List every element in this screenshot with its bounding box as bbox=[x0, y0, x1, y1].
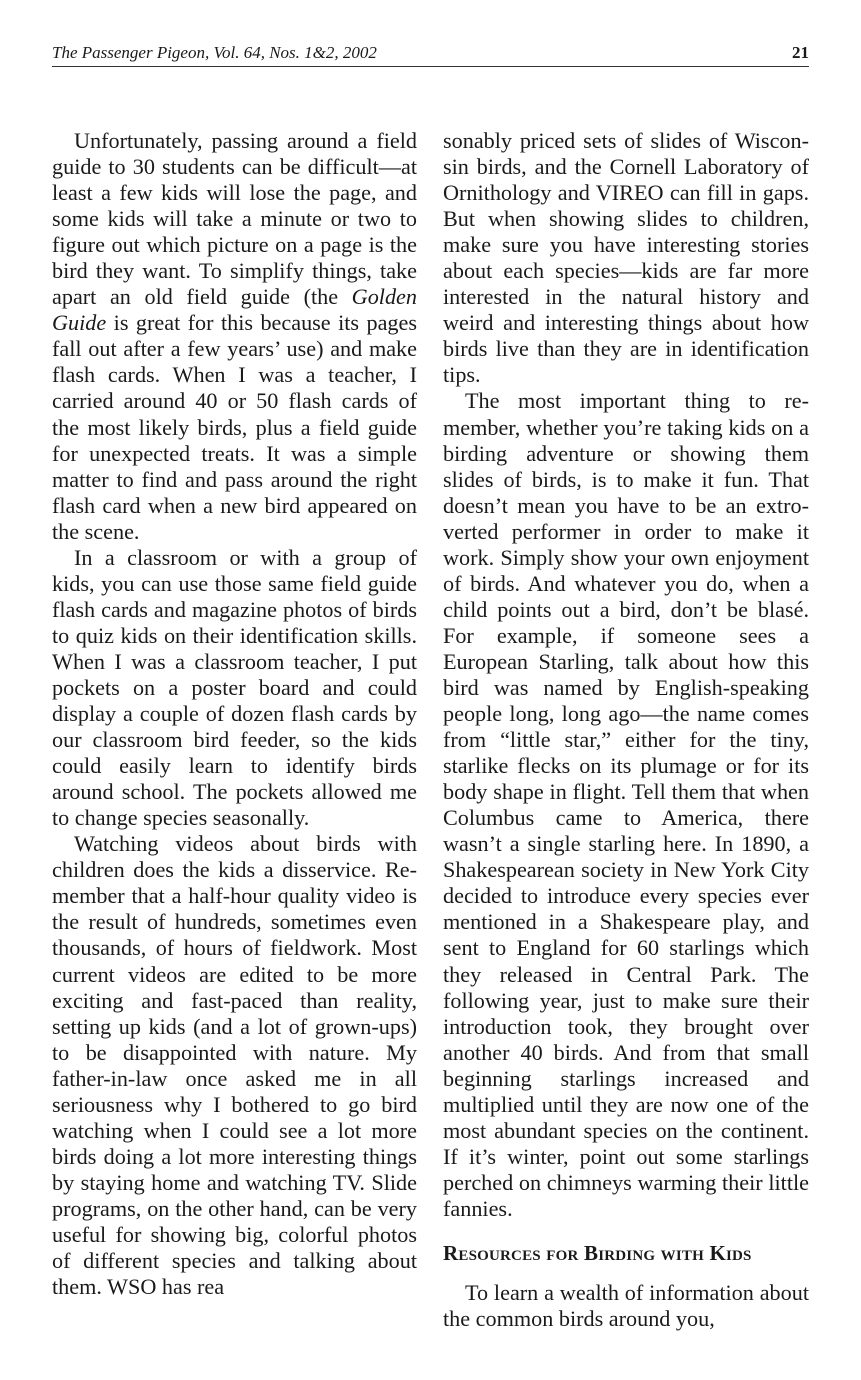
page-number: 21 bbox=[792, 43, 809, 62]
paragraph-make-it-fun: The most important thing to remember, whether you’re taking kids on a birding adventure or showing them slides of birds, is to make it fun. That doesn’t mean you have to be an extroverted performer in order to make it work. Simply show your own enjoyment of birds. And whatever you do, when a child points out a bird, don’t be blasé. For example, if someone sees a European Starling, talk about how this bird was named by English-speaking people long, long ago—the name comes from “little star,” either for the tiny, starlike flecks on its plumage or for its body shape in flight. Tell them that when Columbus came to America, there wasn’t a single starling here. In 1890, a Shakespearean society in New York City decided to introduce every species ever mentioned in a Shakespeare play, and sent to England for 60 starlings which they released in Central Park. The following year, just to make sure their introduction took, they brought over another 40 birds. And from that small beginning starlings increased and multiplied until they are now one of the most abundant species on the continent. If it’s winter, point out some starlings perched on chimneys warming their little fannies. bbox=[443, 388, 809, 1221]
running-header bbox=[52, 42, 809, 67]
paragraph-text: is great for this because its pages fall out after a few years’ use) and make flash cards. When I was a teacher, I carried around 40 or 50 flash cards of the most likely birds, plus a field guide for unexpected treats. It was a simple matter to find and pass around the right flash card when a new bird appeared on the scene. bbox=[52, 310, 417, 544]
paragraph-resources: To learn a wealth of information about the common birds around you, bbox=[443, 1279, 809, 1332]
paragraph-slides-continued: sonably priced sets of slides of Wisconsin birds, and the Cornell Laboratory of Ornithology and VIREO can fill in gaps. But when showing slides to children, make sure you have interesting stories about each species—kids are far more interested in the natural history and weird and interesting things about how birds live than they are in identification tips. bbox=[443, 128, 809, 388]
right-column bbox=[443, 128, 809, 1332]
paragraph-field-guide bbox=[52, 128, 417, 545]
paragraph-videos: Watching videos about birds with children does the kids a disservice. Remember that a half-hour quality video is the result of hundreds, sometimes even thousands, of hours of fieldwork. Most current videos are edited to be more exciting and fast-paced than reality, setting up kids (and a lot of grown-ups) to be disappointed with nature. My father-in-law once asked me in all seriousness why I bothered to go bird watching when I could see a lot more birds doing a lot more interesting things by staying home and watching TV. Slide programs, on the other hand, can be very useful for showing big, colorful photos of different species and talking about them. WSO has rea bbox=[52, 831, 417, 1300]
journal-title: The Passenger Pigeon, Vol. 64, Nos. 1&2, 2002 bbox=[52, 43, 377, 62]
paragraph-text: Unfortunately, passing around a field guide to 30 students can be difficult—at least a few kids will lose the page, and some kids will take a minute or two to figure out which picture on a page is the bird they want. To simplify things, take apart an old field guide (the bbox=[52, 128, 417, 310]
book-title-emphasis: Golden Guide bbox=[52, 284, 417, 336]
paragraph-classroom: In a classroom or with a group of kids, you can use those same field guide flash cards and magazine photos of birds to quiz kids on their identification skills. When I was a classroom teacher, I put pockets on a poster board and could display a couple of dozen flash cards by our classroom bird feeder, so the kids could easily learn to identify birds around school. The pockets allowed me to change species seasonally. bbox=[52, 544, 417, 831]
left-column bbox=[52, 128, 417, 1300]
section-heading: Resources for Birding with Kids bbox=[443, 1240, 752, 1265]
